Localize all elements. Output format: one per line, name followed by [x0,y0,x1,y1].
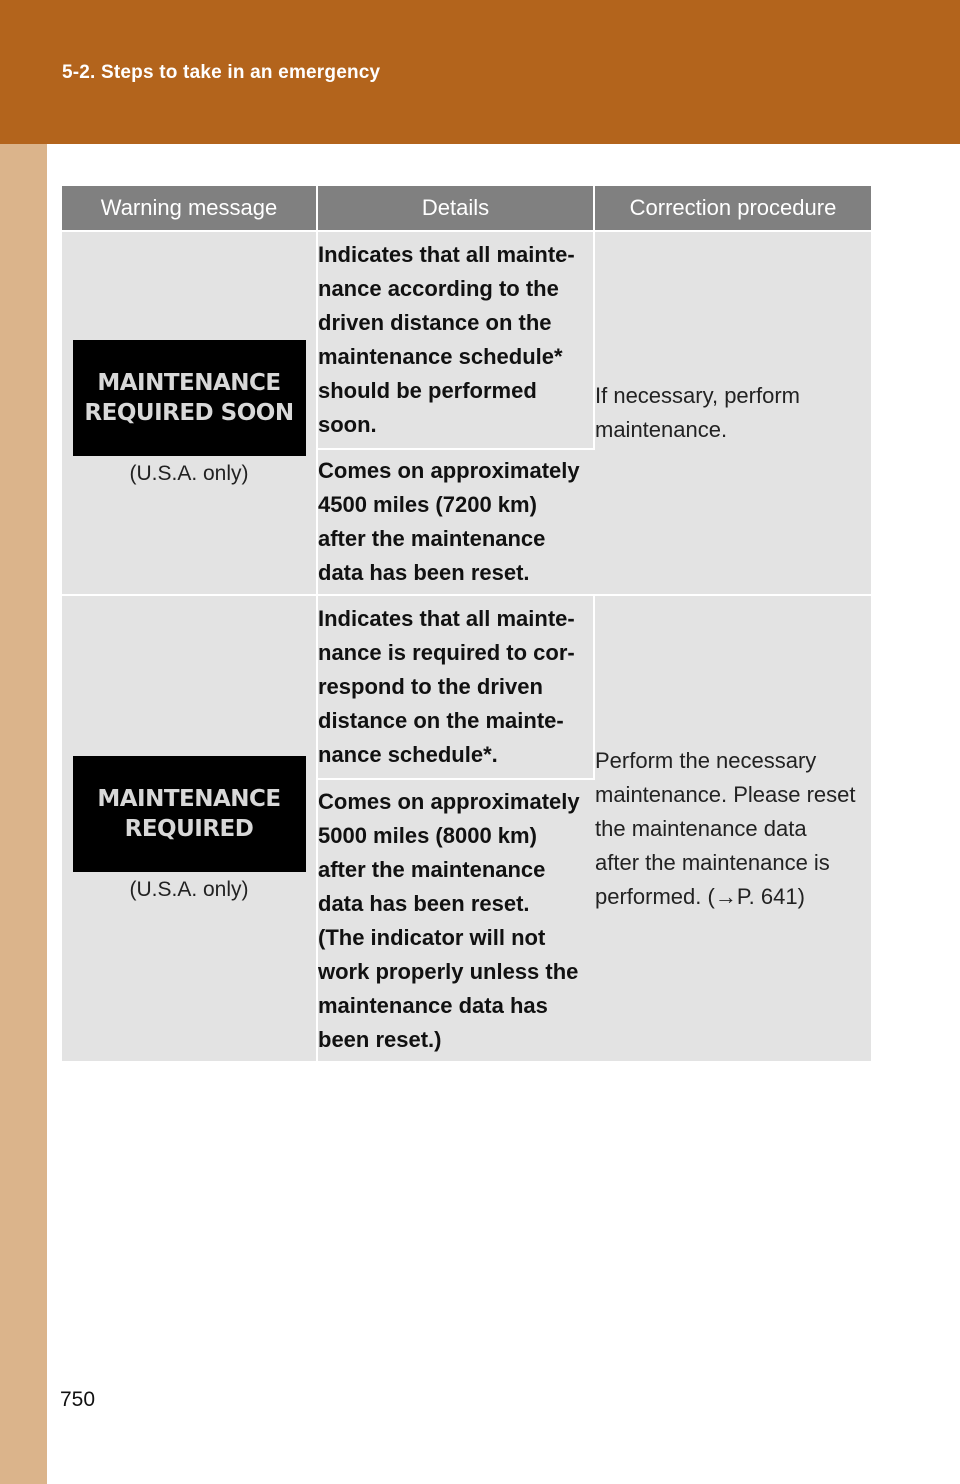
details-cell: Comes on approximately 5000 miles (8000 km) after the maintenance data has been reset. (The indicator will not work properly unless the maintenance data has been reset.) [317,779,594,1061]
correction-procedure-cell: Perform the necessary maintenance. Please reset the maintenance data after the maintenance is performed. (→P. 641) [594,595,871,1061]
section-title: 5-2. Steps to take in an emergency [62,62,381,83]
column-header-details: Details [317,186,594,231]
warning-message-table [62,186,871,1061]
column-header-warning-message: Warning message [62,186,317,231]
details-cell: Indicates that all mainte- nance according to the driven distance on the maintenance schedule* should be performed soon. [317,231,594,449]
maintenance-required-soon-display [73,340,306,456]
warning-message-cell [62,595,317,1061]
maintenance-required-display [73,756,306,872]
warning-message-cell [62,231,317,595]
correction-procedure-cell: If necessary, perform maintenance. [594,231,871,595]
display-text: MAINTENANCE REQUIRED SOON [84,370,294,426]
details-cell: Indicates that all mainte- nance is required to cor- respond to the driven distance on the mainte- nance schedule*. [317,595,594,779]
region-note: (U.S.A. only) [129,462,249,485]
region-note: (U.S.A. only) [129,877,249,901]
details-cell: Comes on approximately 4500 miles (7200 km) after the maintenance data has been reset. [317,449,594,595]
column-header-correction-procedure: Correction procedure [594,186,871,231]
table-row [62,595,871,779]
table-header-row [62,186,871,231]
display-text: MAINTENANCE REQUIRED [97,785,281,842]
page-header [0,0,960,144]
page-number: 750 [60,1388,96,1411]
table-row [62,231,871,449]
side-tab-strip [0,144,47,1484]
